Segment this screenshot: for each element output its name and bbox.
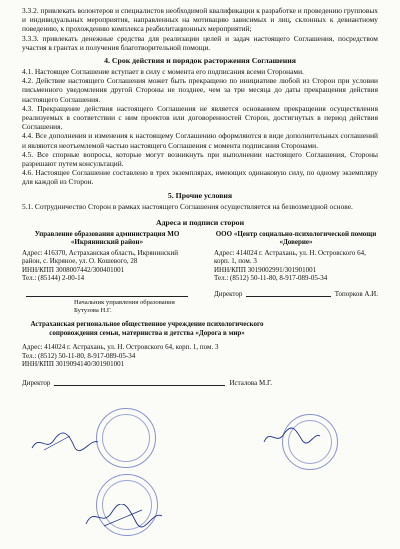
party-right-address: Адрес: 414024 г. Астрахань, ул. Н. Островского 64, корп. 1, пом. 3 — [214, 248, 366, 266]
clause-3-3-2: 3.3.2. привлекать волонтеров и специалистов необходимой квалификации к разработке и проведению групповых и индивидуальных мероприятия, направленных на мотивацию зависимых и лиц, склонных к девиантному поведению, к прохождению комплекса реабилитационных мероприятий; — [22, 6, 378, 34]
clause-4-1: 4.1. Настоящее Соглашение вступает в силу с момента его подписания всеми Сторонами. — [22, 67, 304, 77]
left-signature — [30, 430, 100, 454]
section-4-title: 4. Срок действия и порядок расторжения Соглашения — [104, 56, 296, 66]
clause-3-3-3: 3.3.3. привлекать денежные средства для реализации целей и задач настоящего Соглашения, посредством участия в грантах и получения благотворительной помощи. — [22, 33, 378, 52]
signature-line — [26, 290, 188, 297]
third-signature — [84, 504, 164, 530]
party-third-name: Исталова М.Г. — [229, 379, 272, 388]
party-left-address: Адрес: 416370, Астраханская область, Икрянинский район, с. Икряное, ул. О. Кошевого, 28 — [22, 248, 178, 266]
party-left-signatory: Начальник управления образования Бутузова Н.Г. — [74, 299, 175, 314]
party-right-signature-row — [214, 290, 378, 299]
clause-5-1: 5.1. Сотрудничество Сторон в рамках настоящего Соглашения осуществляется на безвозмездной основе. — [22, 201, 353, 211]
clause-4-5: 4.5. Все спорные вопросы, которые могут возникнуть при выполнении настоящего Соглашения, Стороны разрешают путем консультаций. — [22, 149, 378, 169]
party-third-address: Адрес: 414024 г. Астрахань, ул. Н. Островского 64, корп. 1, пом. 3 — [22, 343, 219, 352]
clause-4-6: 4.6. Настоящее Соглашение составлено в трех экземплярах, имеющих одинаковую силу, по одному экземпляру для каждой из Сторон. — [22, 168, 378, 187]
clause-4-4: 4.4. Все дополнения и изменения к настоящему Соглашению оформляются в виде дополнительных соглашений и являются неотъемлемой частью настоящего Соглашения с момента подписания Сторонами. — [22, 131, 378, 150]
parties-block — [22, 230, 378, 314]
party-left — [22, 230, 192, 314]
party-right-role: Директор — [214, 290, 243, 299]
party-left-org: Управление образования администрация МО «Икрянинский район» — [34, 229, 180, 247]
section-5-title: 5. Прочие условия — [167, 190, 233, 200]
party-left-phone: Тел.: (85144) 2-00-14 — [22, 274, 85, 283]
addresses-title: Адреса и подписи сторон — [155, 217, 245, 227]
party-third-role: Директор — [22, 379, 51, 388]
party-left-signature-row — [22, 290, 192, 299]
left-seal-stamp — [96, 408, 156, 468]
party-right — [214, 230, 378, 314]
party-left-inn: ИНН/КПП 3008007442/300401001 — [22, 265, 125, 274]
party-right-name: Топорков А.И. — [334, 290, 378, 299]
party-right-inn: ИНН/КПП 3019002991/301901001 — [214, 265, 317, 274]
party-third-inn: ИНН/КПП 3019094140/301901001 — [22, 360, 125, 369]
party-third-signature-row — [22, 379, 272, 388]
signature-line — [246, 290, 330, 297]
party-third — [22, 320, 272, 388]
right-signature — [262, 426, 322, 448]
party-right-org: ООО «Центр социально-психологической помощи «Доверие» — [215, 229, 377, 247]
signature-line — [54, 379, 225, 386]
clause-4-3: 4.3. Прекращение действия настоящего Соглашения не является основанием прекращения осуществления реализуемых в соответствии с ним проектов или договоренностей Сторон, достигнутых в период действия Соглашения. — [22, 103, 378, 132]
party-third-phone: Тел.: (8512) 50-11-80, 8-917-089-05-34 — [22, 351, 136, 360]
clause-4-2: 4.2. Действие настоящего Соглашения может быть прекращено по инициативе любой из Сторон при условии письменного уведомления другой Стороны не позднее, чем за три месяца до даты прекращения действия настоящего Соглашения. — [22, 76, 378, 104]
party-third-org: Астраханская региональное общественное учреждение психологического сопровождения семьи, материнства и детства «Дорога в мир» — [30, 320, 264, 337]
party-right-phone: Тел.: (8512) 50-11-80, 8-917-089-05-34 — [214, 274, 328, 283]
